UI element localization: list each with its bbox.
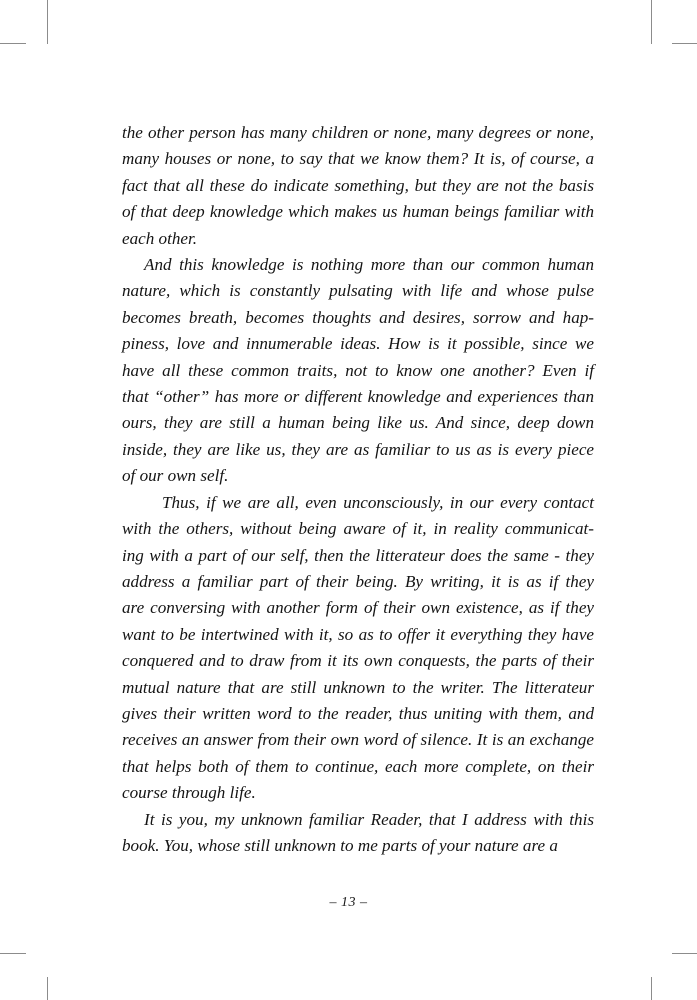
text-line: Thus, if we are all, even unconsciously, in our every contact xyxy=(162,492,594,512)
text-line: becomes breath, becomes thoughts and desires, sorrow and hap- xyxy=(122,307,594,327)
crop-mark-top-left-vertical xyxy=(47,0,48,44)
text-line: It is you, my unknown familiar Reader, that I address with this xyxy=(144,809,594,829)
text-line: gives their written word to the reader, thus uniting with them, and xyxy=(122,703,594,723)
crop-mark-top-left-horizontal xyxy=(0,43,26,44)
crop-mark-bottom-right-horizontal xyxy=(672,953,697,954)
text-line: the other person has many children or none, many degrees or none, xyxy=(122,123,594,142)
text-line: of our own self. xyxy=(122,466,229,486)
para-continued xyxy=(122,120,594,252)
text-line: piness, love and innumerable ideas. How is it possible, since we xyxy=(122,334,594,354)
text-line: mutual nature that are still unknown to the writer. The litterateur xyxy=(122,677,594,697)
text-line: that helps both of them to continue, each more complete, on their xyxy=(122,756,594,776)
text-line: ours, they are still a human being like us. And since, deep down xyxy=(122,413,594,433)
body-text-block xyxy=(122,120,594,859)
crop-mark-bottom-left-vertical xyxy=(47,977,48,1000)
text-line: many houses or none, to say that we know them? It is, of course, a xyxy=(122,149,594,169)
para-it-is-you xyxy=(122,807,594,860)
text-line: conquered and to draw from it its own conquests, the parts of their xyxy=(122,651,594,671)
text-line: of that deep knowledge which makes us human beings familiar with xyxy=(122,202,594,222)
text-line: address a familiar part of their being. By writing, it is as if they xyxy=(122,571,594,591)
page-number: – 13 – xyxy=(329,895,368,910)
text-line: book. You, whose still unknown to me parts of your nature are a xyxy=(122,835,558,855)
text-line: receives an answer from their own word of silence. It is an exchange xyxy=(122,730,594,750)
text-line: And this knowledge is nothing more than our common human xyxy=(144,255,594,275)
text-line: are conversing with another form of their own existence, as if they xyxy=(122,598,594,618)
text-line: that “other” has more or different knowledge and experiences than xyxy=(122,387,594,407)
crop-mark-bottom-left-horizontal xyxy=(0,953,26,954)
para-and-this-knowledge xyxy=(122,252,594,490)
crop-mark-top-right-vertical xyxy=(651,0,652,44)
text-line: ing with a part of our self, then the litterateur does the same - they xyxy=(122,545,594,565)
text-line: want to be intertwined with it, so as to offer it everything they have xyxy=(122,624,594,644)
crop-mark-top-right-horizontal xyxy=(672,43,697,44)
text-line: have all these common traits, not to know one another? Even if xyxy=(122,360,594,380)
text-line: nature, which is constantly pulsating with life and whose pulse xyxy=(122,281,594,301)
text-line: with the others, without being aware of it, in reality communicat- xyxy=(122,519,594,539)
text-line: fact that all these do indicate something, but they are not the basis xyxy=(122,175,594,195)
crop-mark-bottom-right-vertical xyxy=(651,977,652,1000)
text-line: inside, they are like us, they are as familiar to us as is every piece xyxy=(122,439,594,459)
text-line: course through life. xyxy=(122,783,256,803)
text-line: each other. xyxy=(122,228,198,248)
para-thus-if-we-are-all xyxy=(122,490,594,807)
